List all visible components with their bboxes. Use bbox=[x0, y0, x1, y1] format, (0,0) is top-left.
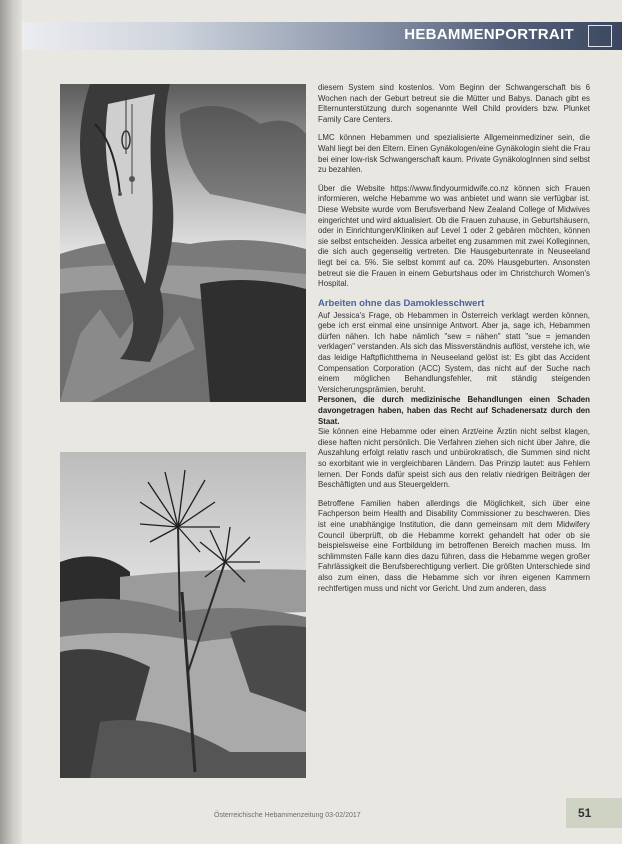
paragraph-3: Über die Website https://www.findyourmidwife.co.nz können sich Frauen informieren, welche Hebamme wo was anbietet und wann sie verfügbar ist. Diese Website wurde vom Berufsverband New Zealand College of Midwives eingerichtet und wird aktualisiert. Ob die Frauen zuhause, in Geburtshäusern, oder in Einrichtungen/Kliniken auf Level 1 oder 2 gebären möchten, können sie selbst entscheiden. Jessica arbeitet eng zusammen mit zwei Kolleginnen, die sich auch gegenseitig vertreten. Die Hausgeburtenrate in Neuseeland liegt bei ca. 5%. Sie selbst kommt auf ca. 20% Hausgeburten. Ansonsten betreut sie die Frauen in einem Geburtshaus oder im Christchurch Women's Hospital. bbox=[318, 183, 590, 289]
photo-cabbage-trees bbox=[60, 452, 306, 778]
section-title: HEBAMMENPORTRAIT bbox=[404, 26, 574, 43]
paragraph-6: Betroffene Familien haben allerdings die Möglichkeit, sich über eine Fachperson beim Health and Disability Commissioner zu beschweren. Dies ist eine unabhängige Institution, die dann gemeinsam mit dem Midwifery Council überprüft, ob die Hebamme korrekt gehandelt hat oder ob sie beispielsweise eine Fortbildung im betroffenen Bereich machen muss. Im schlimmsten Falle kann dies dazu führen, dass die Hebamme wegen großer Fahrlässigkeit die Berufsberechtigung verliert. Die größten Unterschiede sind also zum einen, dass die Hebamme sich vor ihren eigenen Kammern rechtfertigen muss und nicht vor Gericht. Und zum anderen, dass bbox=[318, 498, 590, 593]
paragraph-2: LMC können Hebammen und spezialisierte Allgemeinmediziner sein, die Wahl liegt bei den Eltern. Einen Gynäkologen/eine Gynäkologin sieht die Frau bei einer low-risk Schwangerschaft kaum. Private GynäkologInnen sind selbst zu bezahlen. bbox=[318, 133, 590, 175]
paragraph-4: Auf Jessica's Frage, ob Hebammen in Österreich verklagt werden können, gebe ich erst einmal eine unsinnige Antwort. Aber ja, sage ich, Hebammen dürfen nähen. Ich habe nämlich "sew = nähen" statt "sue = jemanden verklagen" verstanden. Als sich das Missverständnis auflöst, verstehe ich, wie das leidige Haftpflichtthema in Neuseeland gelöst ist: Es gibt das Accident Compensation Corporation (ACC) System, das nicht auf der Suche nach einem möglichen Behandlungsfehler, mit ständig steigenden Versicherungsprämien, beruht. bbox=[318, 310, 590, 394]
paragraph-5-lead: Personen, die durch medizinische Behandlungen einen Schaden davongetragen haben, haben das Recht auf Schadenersatz durch den Staat. bbox=[318, 395, 590, 426]
paragraph-1: diesem System sind kostenlos. Vom Beginn der Schwangerschaft bis 6 Wochen nach der Geburt betreut sie die Mütter und Babys. Danach gibt es Elternunterstützung durch sogenannte Well Child providers bzw. Plunket Family Care Centers. bbox=[318, 83, 590, 124]
footer-publication: Österreichische Hebammenzeitung 03-02/2017 bbox=[214, 812, 361, 819]
header-marker-box bbox=[588, 25, 612, 47]
paragraph-5: Sie können eine Hebamme oder einen Arzt/eine Ärztin nicht selbst klagen, diese haften nicht persönlich. Die Verfahren ziehen sich nicht über Jahre, die Auszahlung erfolgt relativ rasch und unbürokratisch, die Summen sind nicht so exorbitant wie in vergleichbaren Ländern. Das Prinzip lautet: aus Fehlern lernen. Der Fonds dafür speist sich aus den relativ niedrigen Beiträgen der Beschäftigten und aus Steuergeldern. bbox=[318, 427, 590, 490]
photo-driftwood-sculpture bbox=[60, 84, 306, 402]
header-bar bbox=[22, 22, 622, 50]
page-number-box bbox=[566, 798, 622, 828]
article-column bbox=[318, 83, 590, 602]
page-number: 51 bbox=[578, 806, 592, 820]
page-binding-shadow bbox=[0, 0, 22, 844]
section-heading: Arbeiten ohne das Damoklesschwert bbox=[318, 297, 485, 309]
